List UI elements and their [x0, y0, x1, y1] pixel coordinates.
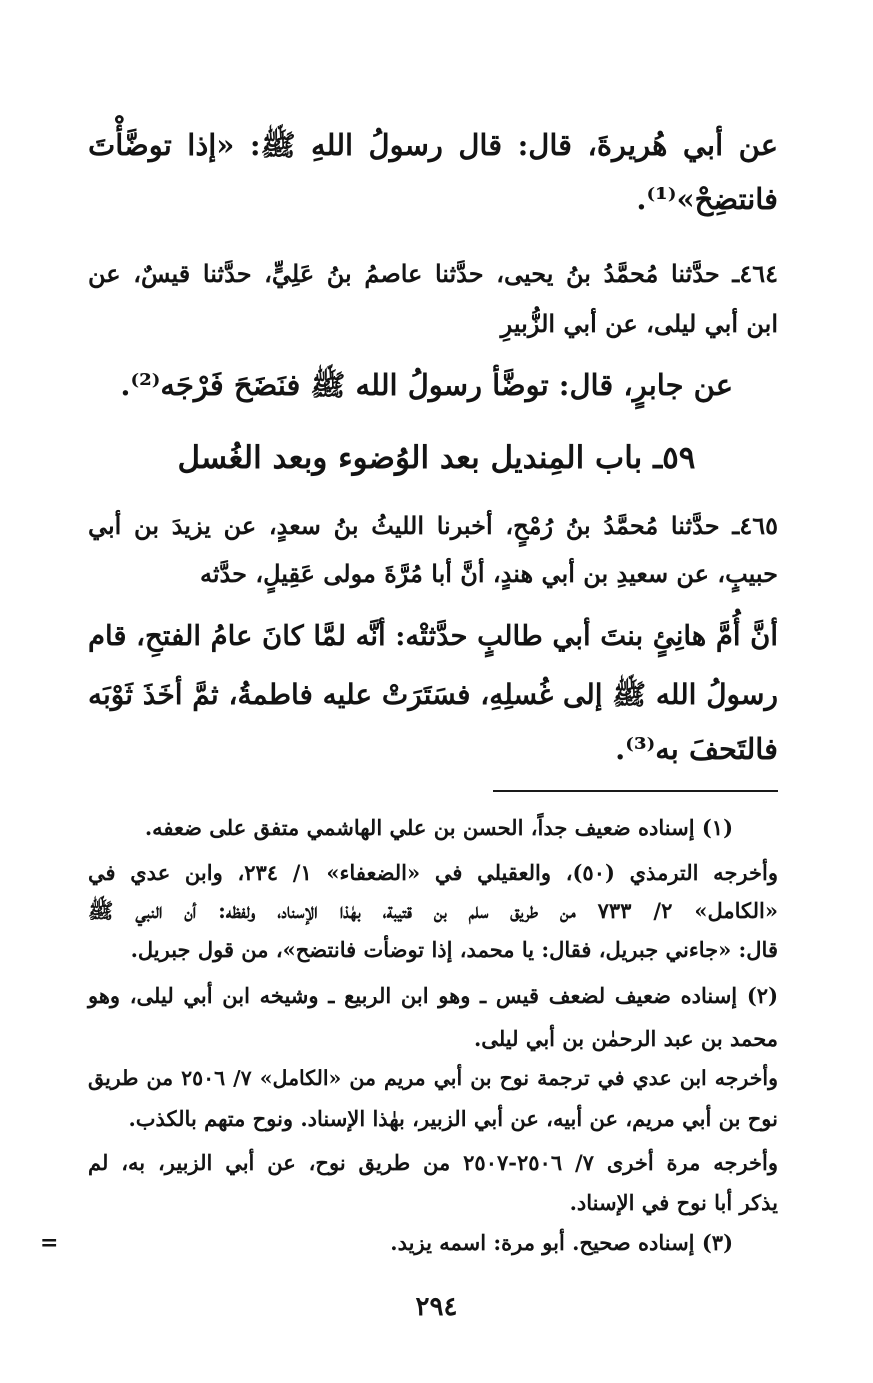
hadith-465-text-line-3: فالتَحفَ به⁽³⁾.: [615, 732, 778, 766]
hadith-464-chain-line-1: ٤٦٤ـ حدَّثنا مُحمَّدُ بنُ يحيى، حدَّثنا عاصمُ بنُ عَلِيٍّ، حدَّثنا قيسٌ، عن: [88, 259, 778, 288]
footnote-2-line-5: وأخرجه مرة أخرى ٧/ ٢٥٠٦-٢٥٠٧ من طريق نوح، عن أبي الزبير، به، لم: [88, 1150, 779, 1175]
footnote-1-line-2: وأخرجه الترمذي (٥٠)، والعقيلي في «الضعفاء» ١/ ٢٣٤، وابن عدي في: [88, 860, 778, 885]
hadith-464-chain-line-2: ابن أبي ليلى، عن أبي الزُّبيرِ: [500, 309, 778, 338]
footnote-2-line-6: يذكر أبا نوح في الإسناد.: [569, 1190, 778, 1215]
footnote-2-line-2: محمد بن عبد الرحمٰن بن أبي ليلى.: [474, 1026, 778, 1051]
footnote-1-line-4: قال: «جاءني جبريل، فقال: يا محمد، إذا توضأت فانتضح»، من قول جبريل.: [130, 937, 778, 962]
hadith-463-text-line-2: فانتضِحْ»⁽¹⁾.: [636, 182, 778, 216]
footnote-2-line-4: نوح بن أبي مريم، عن أبيه، عن أبي الزبير، بهٰذا الإسناد. ونوح متهم بالكذب.: [128, 1106, 778, 1131]
hadith-465-text-line-1: أنَّ أُمَّ هانِئٍ بنتَ أبي طالبٍ حدَّثتْه: أنَّه لمَّا كانَ عامُ الفتحِ، قام: [88, 620, 778, 652]
hadith-465-chain-line-2: حبيبٍ، عن سعيدِ بن أبي هندٍ، أنَّ أبا مُرَّةَ مولى عَقِيلٍ، حدَّثه: [199, 559, 778, 588]
hadith-463-text-line-1: عن أبي هُريرةَ، قال: قال رسولُ اللهِ ﷺ: «إذا توضَّأْتَ: [88, 128, 778, 162]
footnote-3-line-1: (٣) إسناده صحيح. أبو مرة: اسمه يزيد.: [390, 1230, 733, 1255]
hadith-465-text-line-2: رسولُ الله ﷺ إلى غُسلِهِ، فسَتَرَتْ عليه فاطمةُ، ثمَّ أخَذَ ثَوْبَه: [87, 678, 778, 711]
chapter-heading: ٥٩ـ باب المِنديل بعد الوُضوء وبعد الغُسل: [177, 440, 696, 476]
footnote-1-line-3: «الكامل» ٢/ ٧٣٣ من طريق سلم بن قتيبة، بهٰذا الإسناد، ولفظه: أن النبي ﷺ: [88, 898, 778, 923]
footnote-continuation-mark: =: [40, 1230, 59, 1256]
hadith-464-text: عن جابرٍ، قال: توضَّأ رسولُ الله ﷺ فنَضَحَ فَرْجَه⁽²⁾.: [120, 368, 733, 402]
footnote-2-line-3: وأخرجه ابن عدي في ترجمة نوح بن أبي مريم من «الكامل» ٧/ ٢٥٠٦ من طريق: [88, 1066, 778, 1090]
footnote-2-line-1: (٢) إسناده ضعيف لضعف قيس ـ وهو ابن الربيع ـ وشيخه ابن أبي ليلى، وهو: [88, 983, 778, 1008]
page-number: ٢٩٤: [415, 1292, 458, 1322]
footnote-separator: [493, 790, 778, 792]
hadith-465-chain-line-1: ٤٦٥ـ حدَّثنا مُحمَّدُ بنُ رُمْحٍ، أخبرنا الليثُ بنُ سعدٍ، عن يزيدَ بن أبي: [88, 511, 778, 540]
footnote-1-line-1: (١) إسناده ضعيف جداً، الحسن بن علي الهاشمي متفق على ضعفه.: [144, 815, 733, 840]
